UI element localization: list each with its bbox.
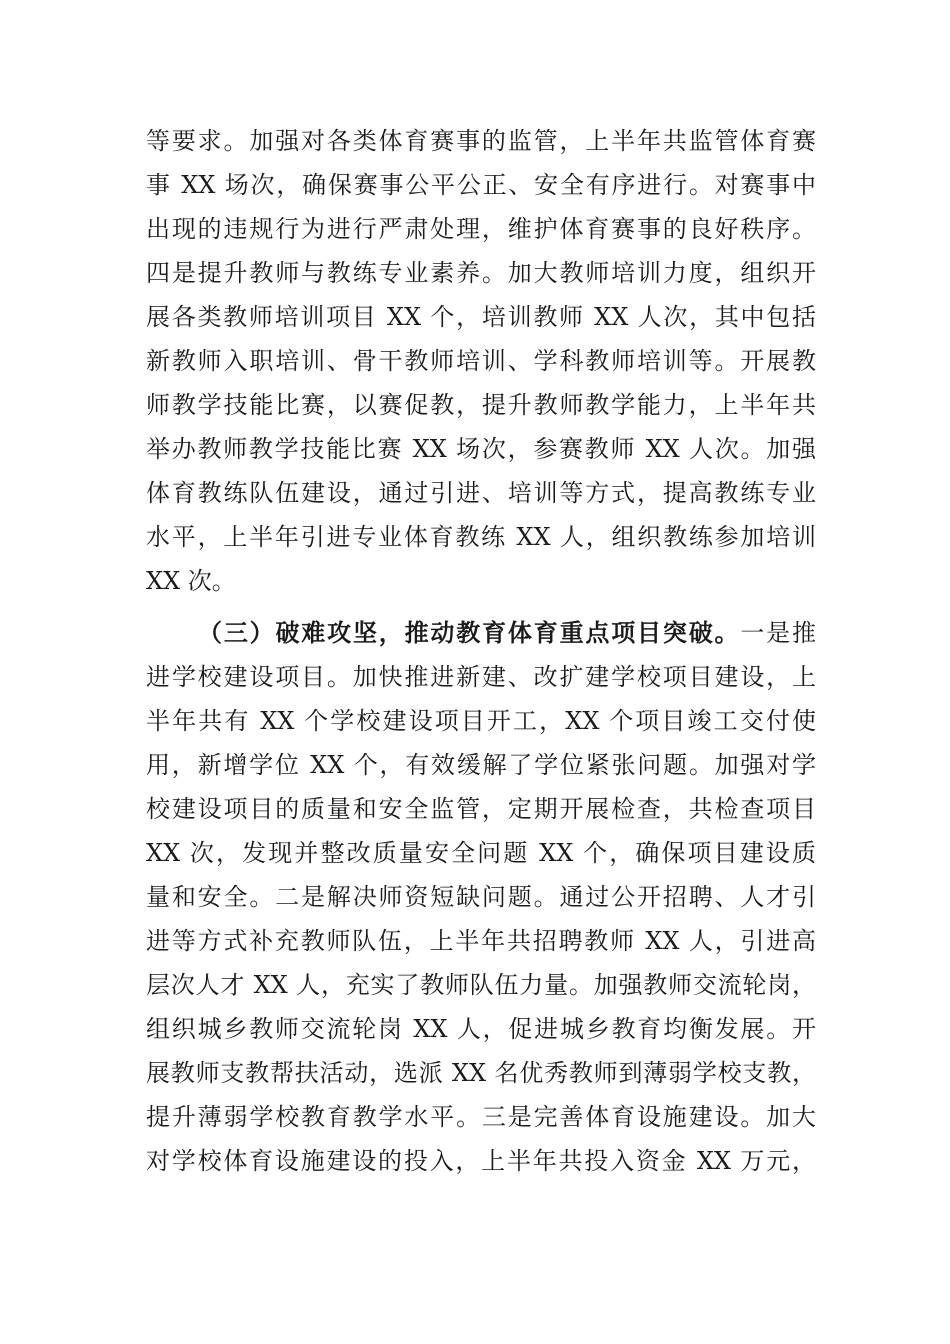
text-line: 层次人才 XX 人，充实了教师队伍力量。加强教师交流轮岗， <box>146 971 816 999</box>
paragraph-1 <box>146 119 816 603</box>
text-line: 提升薄弱学校教育教学水平。三是完善体育设施建设。加大 <box>146 1103 816 1131</box>
text-line: 半年共有 XX 个学校建设项目开工，XX 个项目竣工交付使 <box>146 707 816 735</box>
text-line: 新教师入职培训、骨干教师培训、学科教师培训等。开展教 <box>146 347 816 375</box>
section-heading-line <box>146 611 816 655</box>
text-line: 校建设项目的质量和安全监管，定期开展检查，共检查项目 <box>146 795 816 823</box>
text-line: 组织城乡教师交流轮岗 XX 人，促进城乡教育均衡发展。开 <box>146 1015 816 1043</box>
text-line: 展各类教师培训项目 XX 个，培训教师 XX 人次，其中包括 <box>146 303 816 331</box>
paragraph-2 <box>146 611 816 1183</box>
text-line: 出现的违规行为进行严肃处理，维护体育赛事的良好秩序。 <box>146 215 816 243</box>
text-line: 展教师支教帮扶活动，选派 XX 名优秀教师到薄弱学校支教， <box>146 1059 816 1087</box>
section-heading: （三）破难攻坚，推动教育体育重点项目突破。 <box>198 618 741 647</box>
text-line: 量和安全。二是解决师资短缺问题。通过公开招聘、人才引 <box>146 883 816 911</box>
text-line: 体育教练队伍建设，通过引进、培训等方式，提高教练专业 <box>146 479 816 507</box>
text-line: 等要求。加强对各类体育赛事的监管，上半年共监管体育赛 <box>146 127 816 155</box>
text-line: 举办教师教学技能比赛 XX 场次，参赛教师 XX 人次。加强 <box>146 435 816 463</box>
text-line: XX 次，发现并整改质量安全问题 XX 个，确保项目建设质 <box>146 839 816 867</box>
text-line: 水平，上半年引进专业体育教练 XX 人，组织教练参加培训 <box>146 523 816 551</box>
text-line: 用，新增学位 XX 个，有效缓解了学位紧张问题。加强对学 <box>146 751 816 779</box>
text-line: 师教学技能比赛，以赛促教，提升教师教学能力，上半年共 <box>146 391 816 419</box>
text-line: 对学校体育设施建设的投入，上半年共投入资金 XX 万元， <box>146 1147 816 1175</box>
text-line: 进学校建设项目。加快推进新建、改扩建学校项目建设，上 <box>146 663 816 691</box>
text-line: XX 次。 <box>146 567 236 595</box>
text-line: 四是提升教师与教练专业素养。加大教师培训力度，组织开 <box>146 259 816 287</box>
text-line: 进等方式补充教师队伍，上半年共招聘教师 XX 人，引进高 <box>146 927 816 955</box>
text-line: 事 XX 场次，确保赛事公平公正、安全有序进行。对赛事中 <box>146 171 816 199</box>
heading-line-rest: 一是推 <box>740 619 817 647</box>
